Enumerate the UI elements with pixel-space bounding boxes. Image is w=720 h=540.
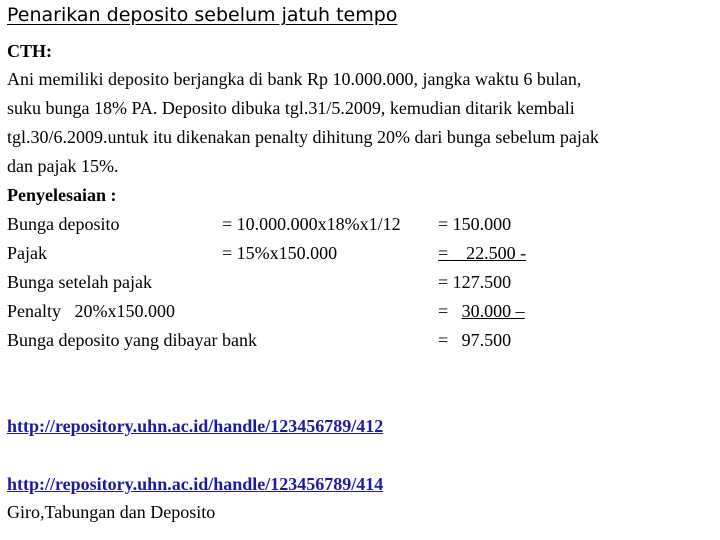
calc-formula: = 10.000.000x18%x1/12 xyxy=(222,214,401,234)
calc-label: Pajak xyxy=(7,243,47,263)
calc-result: = 150.000 xyxy=(438,214,512,234)
calc-label: Penalty 20%x150.000 xyxy=(7,301,175,321)
calc-label: Bunga setelah pajak xyxy=(7,272,152,292)
paragraph-line: dan pajak 15%. xyxy=(7,156,119,176)
page-title: Penarikan deposito sebelum jatuh tempo xyxy=(7,4,398,26)
calc-result: = 97.500 xyxy=(438,330,512,350)
repository-link-414[interactable]: http://repository.uhn.ac.id/handle/123456789/414 xyxy=(7,474,384,494)
paragraph-line: tgl.30/6.2009.untuk itu dikenakan penalty dihitung 20% dari bunga sebelum pajak xyxy=(7,127,599,147)
calc-label: Bunga deposito yang dibayar bank xyxy=(7,330,257,350)
calc-result-prefix: = xyxy=(438,243,449,263)
footer-text: Giro,Tabungan dan Deposito xyxy=(7,502,216,522)
calc-result-value: 22.500 - xyxy=(466,243,527,263)
calc-formula: = 15%x150.000 xyxy=(222,243,338,263)
calc-result-value: 30.000 – xyxy=(461,301,525,321)
calc-result: = 127.500 xyxy=(438,272,512,292)
repository-link-412[interactable]: http://repository.uhn.ac.id/handle/123456789/412 xyxy=(7,416,384,436)
paragraph-line: suku bunga 18% PA. Deposito dibuka tgl.31/5.2009, kemudian ditarik kembali xyxy=(7,98,575,118)
example-heading: CTH: xyxy=(7,41,52,61)
calc-result-prefix: = xyxy=(438,301,449,321)
calc-label: Bunga deposito xyxy=(7,214,120,234)
calc-result xyxy=(438,300,525,322)
calc-result xyxy=(438,242,526,264)
solution-heading: Penyelesaian : xyxy=(7,185,117,205)
paragraph-line: Ani memiliki deposito berjangka di bank Rp 10.000.000, jangka waktu 6 bulan, xyxy=(7,69,582,89)
